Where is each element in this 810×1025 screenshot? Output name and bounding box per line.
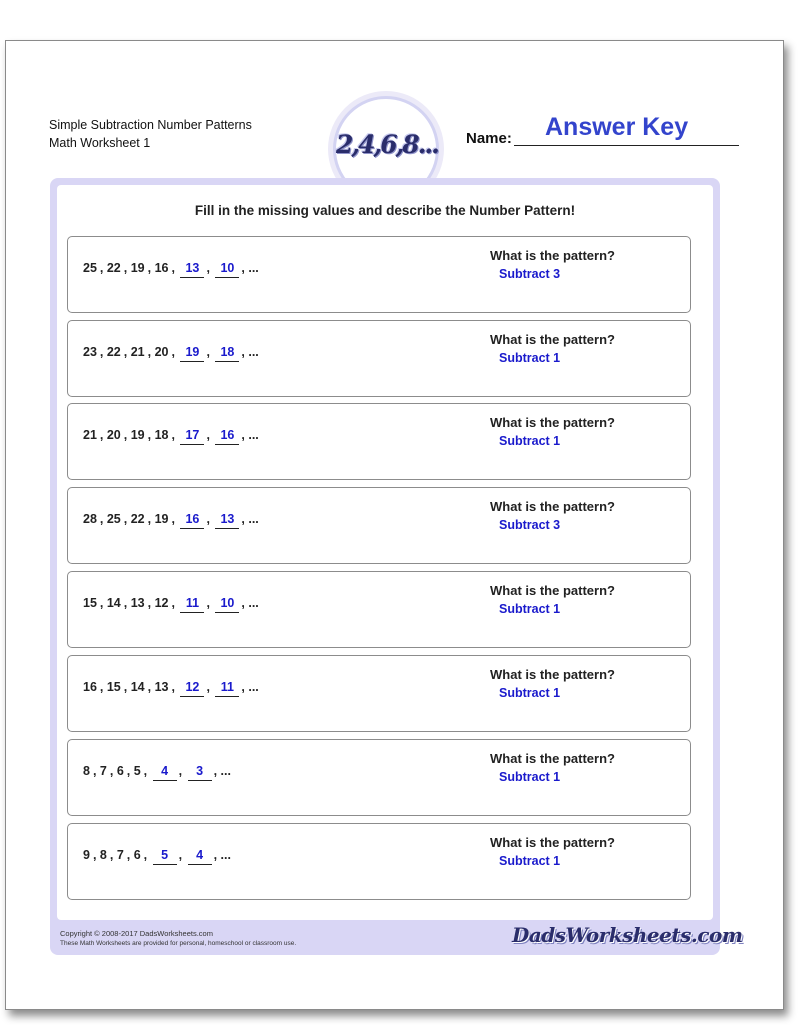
sequence-term: 7 [116, 848, 124, 862]
pattern-question: What is the pattern? [490, 499, 615, 514]
sequence-term: 15 [83, 596, 97, 610]
sequence-term: 8 [83, 764, 90, 778]
instructions: Fill in the missing values and describe the Number Pattern! [194, 203, 576, 218]
answer-blank: 13 [180, 261, 204, 278]
logo-text: 2,4,6,8... [336, 130, 438, 159]
number-sequence: 23 , 22 , 21 , 20 , 19 , 18 , ... [83, 345, 259, 362]
sequence-term: 16 [83, 680, 97, 694]
number-sequence: 25 , 22 , 19 , 16 , 13 , 10 , ... [83, 261, 259, 278]
pattern-answer: Subtract 1 [499, 770, 561, 784]
answer-blank: 16 [180, 512, 204, 529]
problem-6 [67, 655, 691, 732]
usage-notice: These Math Worksheets are provided for personal, homeschool or classroom use. [60, 940, 297, 947]
sequence-term: 19 [130, 428, 145, 442]
sequence-term: 19 [130, 261, 145, 275]
sequence-term: 6 [116, 764, 124, 778]
problem-3 [67, 403, 691, 480]
problem-8 [67, 823, 691, 900]
number-sequence: 15 , 14 , 13 , 12 , 11 , 10 , ... [83, 596, 259, 613]
ellipsis: ... [248, 345, 259, 359]
sequence-term: 25 [83, 261, 97, 275]
pattern-answer: Subtract 1 [499, 351, 561, 365]
problem-5 [67, 571, 691, 648]
sequence-term: 6 [133, 848, 141, 862]
problem-4 [67, 487, 691, 564]
sequence-term: 25 [106, 512, 121, 526]
ellipsis: ... [220, 848, 231, 862]
sequence-term: 22 [130, 512, 145, 526]
sequence-term: 16 [154, 261, 169, 275]
problem-7 [67, 739, 691, 816]
problem-1 [67, 236, 691, 313]
answer-blank: 16 [215, 428, 239, 445]
answer-blank: 18 [215, 345, 239, 362]
number-sequence: 16 , 15 , 14 , 13 , 12 , 11 , ... [83, 680, 259, 697]
pattern-question: What is the pattern? [490, 332, 615, 347]
sequence-term: 12 [154, 596, 169, 610]
name-line [514, 145, 739, 146]
sequence-term: 15 [106, 680, 121, 694]
sequence-term: 13 [130, 596, 145, 610]
pattern-question: What is the pattern? [490, 835, 615, 850]
sequence-term: 22 [106, 345, 121, 359]
pattern-question: What is the pattern? [490, 415, 615, 430]
answer-key-label: Answer Key [545, 113, 689, 141]
answer-blank: 4 [188, 848, 212, 865]
pattern-answer: Subtract 1 [499, 602, 561, 616]
number-sequence: 9 , 8 , 7 , 6 , 5 , 4 , ... [83, 848, 231, 865]
pattern-answer: Subtract 1 [499, 686, 561, 700]
ellipsis: ... [248, 596, 259, 610]
answer-blank: 3 [188, 764, 212, 781]
sequence-term: 14 [106, 596, 121, 610]
answer-blank: 4 [153, 764, 177, 781]
sequence-term: 21 [83, 428, 97, 442]
sequence-term: 18 [154, 428, 169, 442]
worksheet-title: Simple Subtraction Number Patterns [49, 118, 252, 132]
answer-blank: 19 [180, 345, 204, 362]
sequence-term: 7 [99, 764, 107, 778]
number-sequence: 8 , 7 , 6 , 5 , 4 , 3 , ... [83, 764, 231, 781]
answer-blank: 10 [215, 596, 239, 613]
sequence-term: 23 [83, 345, 97, 359]
pattern-answer: Subtract 1 [499, 434, 561, 448]
pattern-question: What is the pattern? [490, 248, 615, 263]
sequence-term: 19 [154, 512, 169, 526]
pattern-question: What is the pattern? [490, 583, 615, 598]
answer-blank: 10 [215, 261, 239, 278]
number-sequence: 21 , 20 , 19 , 18 , 17 , 16 , ... [83, 428, 259, 445]
sequence-term: 21 [130, 345, 145, 359]
sequence-term: 13 [154, 680, 169, 694]
ellipsis: ... [248, 261, 259, 275]
ellipsis: ... [248, 680, 259, 694]
answer-blank: 5 [153, 848, 177, 865]
answer-blank: 11 [180, 596, 204, 613]
pattern-answer: Subtract 3 [499, 518, 561, 532]
problem-2 [67, 320, 691, 397]
ellipsis: ... [248, 428, 259, 442]
answer-blank: 13 [215, 512, 239, 529]
brand-logo: DadsWorksheets.com [512, 923, 743, 947]
sequence-term: 14 [130, 680, 145, 694]
worksheet-subtitle: Math Worksheet 1 [49, 136, 151, 150]
pattern-question: What is the pattern? [490, 751, 615, 766]
sequence-term: 22 [106, 261, 121, 275]
answer-blank: 12 [180, 680, 204, 697]
answer-blank: 11 [215, 680, 239, 697]
name-label: Name: [466, 130, 512, 147]
sequence-term: 8 [99, 848, 107, 862]
sequence-term: 28 [83, 512, 97, 526]
pattern-answer: Subtract 1 [499, 854, 561, 868]
answer-blank: 17 [180, 428, 204, 445]
ellipsis: ... [220, 764, 231, 778]
sequence-term: 20 [106, 428, 121, 442]
pattern-answer: Subtract 3 [499, 267, 561, 281]
sequence-term: 9 [83, 848, 90, 862]
sequence-term: 20 [154, 345, 169, 359]
sequence-term: 5 [133, 764, 141, 778]
pattern-question: What is the pattern? [490, 667, 615, 682]
copyright-text: Copyright © 2008-2017 DadsWorksheets.com [60, 929, 213, 938]
number-sequence: 28 , 25 , 22 , 19 , 16 , 13 , ... [83, 512, 259, 529]
ellipsis: ... [248, 512, 259, 526]
